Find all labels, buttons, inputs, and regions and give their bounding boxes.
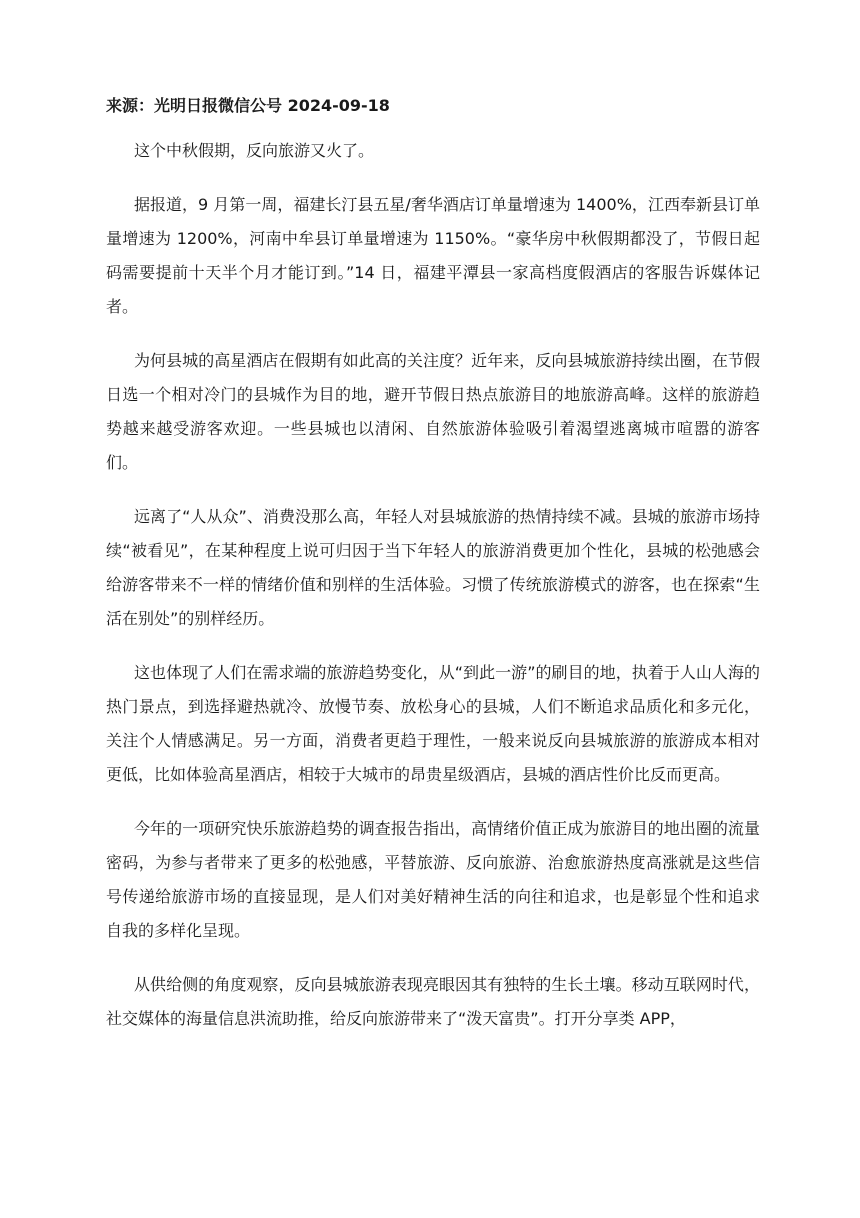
paragraph-4: 远离了“人从众”、消费没那么高，年轻人对县城旅游的热情持续不减。县城的旅游市场持续“被看见”，在某种程度上说可归因于当下年轻人的旅游消费更加个性化，县城的松弛感会给游客带来不一样的情绪价值和别样的生活体验。习惯了传统旅游模式的游客，也在探索“生活在别处”的别样经历。 (106, 507, 760, 628)
document-page (106, 92, 760, 1056)
paragraph-6: 今年的一项研究快乐旅游趋势的调查报告指出，高情绪价值正成为旅游目的地出圈的流量密码，为参与者带来了更多的松弛感，平替旅游、反向旅游、治愈旅游热度高涨就是这些信号传递给旅游市场的直接显现，是人们对美好精神生活的向往和追求，也是彰显个性和追求自我的多样化呈现。 (106, 819, 760, 940)
article-source-line: 来源：光明日报微信公号 2024-09-18 (106, 96, 390, 115)
paragraph-2: 据报道，9 月第一周，福建长汀县五星/奢华酒店订单量增速为 1400%，江西奉新县订单量增速为 1200%，河南中牟县订单量增速为 1150%。“豪华房中秋假期都没了，节假日起码需要提前十天半个月才能订到。”14 日，福建平潭县一家高档度假酒店的客服告诉媒体记者。 (106, 195, 760, 316)
paragraph-3: 为何县城的高星酒店在假期有如此高的关注度？近年来，反向县城旅游持续出圈，在节假日选一个相对冷门的县城作为目的地，避开节假日热点旅游目的地旅游高峰。这样的旅游趋势越来越受游客欢迎。一些县城也以清闲、自然旅游体验吸引着渴望逃离城市喧嚣的游客们。 (106, 351, 760, 472)
paragraph-7: 从供给侧的角度观察，反向县城旅游表现亮眼因其有独特的生长土壤。移动互联网时代，社交媒体的海量信息洪流助推，给反向旅游带来了“泼天富贵”。打开分享类 APP， (106, 975, 760, 1028)
paragraph-5: 这也体现了人们在需求端的旅游趋势变化，从“到此一游”的刷目的地，执着于人山人海的热门景点，到选择避热就冷、放慢节奏、放松身心的县城，人们不断追求品质化和多元化，关注个人情感满足。另一方面，消费者更趋于理性，一般来说反向县城旅游的旅游成本相对更低，比如体验高星酒店，相较于大城市的昂贵星级酒店，县城的酒店性价比反而更高。 (106, 663, 760, 784)
paragraph-1: 这个中秋假期，反向旅游又火了。 (134, 141, 375, 160)
